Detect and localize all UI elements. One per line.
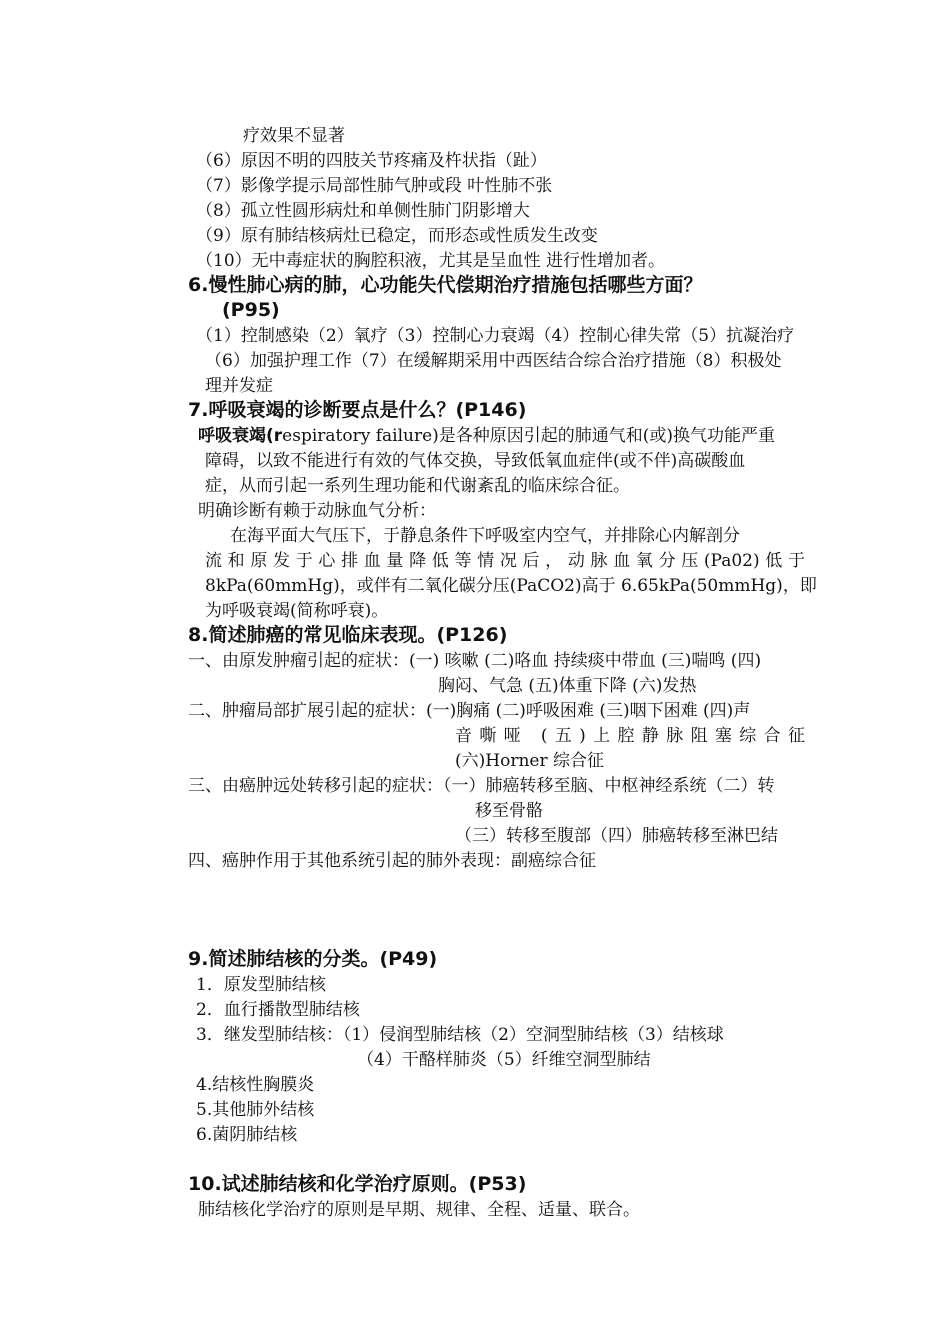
answer-line: 胸闷、气急 (五)体重下降 (六)发热 xyxy=(438,676,697,696)
term-label: 呼吸衰竭(r xyxy=(198,426,283,446)
term-definition: espiratory failure)是各种原因引起的肺通气和(或)换气功能严重 xyxy=(282,426,776,446)
question-9-title: 9.简述肺结核的分类。(P49) xyxy=(188,948,438,970)
list-item: （4）干酪样肺炎（5）纤维空洞型肺结 xyxy=(357,1050,651,1070)
answer-line: 肺结核化学治疗的原则是早期、规律、全程、适量、联合。 xyxy=(198,1200,640,1220)
list-item: 3．继发型肺结核：（1）侵润型肺结核（2）空洞型肺结核（3）结核球 xyxy=(196,1025,724,1045)
answer-line: 流和原发于心排血量降低等情况后，动脉血氧分压(Pa02)低于 xyxy=(205,551,805,571)
question-6-title: 6.慢性肺心病的肺，心功能失代偿期治疗措施包括哪些方面？ xyxy=(188,274,703,296)
answer-line: (六)Horner 综合征 xyxy=(455,751,604,771)
answer-line: 障碍，以致不能进行有效的气体交换，导致低氧血症伴(或不伴)高碳酸血 xyxy=(205,451,746,471)
list-item: 5.其他肺外结核 xyxy=(196,1100,315,1120)
list-item: （10）无中毒症状的胸腔积液，尤其是呈血性 进行性增加者。 xyxy=(196,251,666,271)
answer-line: （1）控制感染（2）氧疗（3）控制心力衰竭（4）控制心律失常（5）抗凝治疗 xyxy=(196,326,795,346)
question-8-title: 8.简述肺癌的常见临床表现。(P126) xyxy=(188,624,508,646)
answer-line: 8kPa(60mmHg)，或伴有二氧化碳分压(PaCO2)高于 6.65kPa(50mmHg)，即 xyxy=(205,576,817,596)
answer-line: 二、肿瘤局部扩展引起的症状：(一)胸痛 (二)呼吸困难 (三)咽下困难 (四)声 xyxy=(188,701,751,721)
answer-line: 症，从而引起一系列生理功能和代谢紊乱的临床综合征。 xyxy=(205,476,630,496)
list-item: 4.结核性胸膜炎 xyxy=(196,1075,315,1095)
answer-line: 移至骨骼 xyxy=(475,801,543,821)
list-item: （7）影像学提示局部性肺气肿或段 叶性肺不张 xyxy=(196,176,553,196)
answer-line: 明确诊断有赖于动脉血气分析： xyxy=(198,501,436,521)
answer-line: 为呼吸衰竭(简称呼衰)。 xyxy=(205,601,389,621)
list-item: （8）孤立性圆形病灶和单侧性肺门阴影增大 xyxy=(196,201,530,221)
list-item: 疗效果不显著 xyxy=(243,126,345,146)
answer-line: 音嘶哑 (五)上腔静脉阻塞综合征 xyxy=(455,726,805,746)
list-item: （6）原因不明的四肢关节疼痛及杵状指（趾） xyxy=(196,151,547,171)
answer-line: 理并发症 xyxy=(205,376,273,396)
question-6-ref: (P95) xyxy=(222,299,280,321)
list-item: 1．原发型肺结核 xyxy=(196,975,326,995)
question-10-title: 10.试述肺结核和化学治疗原则。(P53) xyxy=(188,1173,527,1195)
answer-line: 四、癌肿作用于其他系统引起的肺外表现：副癌综合征 xyxy=(188,851,596,871)
question-7-title: 7.呼吸衰竭的诊断要点是什么？(P146) xyxy=(188,399,527,421)
answer-line: 一、由原发肿瘤引起的症状：(一) 咳嗽 (二)咯血 持续痰中带血 (三)喘鸣 (四) xyxy=(188,651,762,671)
answer-line: （6）加强护理工作（7）在缓解期采用中西医结合综合治疗措施（8）积极处 xyxy=(205,351,782,371)
answer-line: 在海平面大气压下，于静息条件下呼吸室内空气，并排除心内解剖分 xyxy=(230,526,740,546)
answer-line xyxy=(198,424,775,449)
answer-line: （三）转移至腹部（四）肺癌转移至淋巴结 xyxy=(455,826,778,846)
list-item: 6.菌阴肺结核 xyxy=(196,1125,298,1145)
answer-line: 三、由癌肿远处转移引起的症状：（一）肺癌转移至脑、中枢神经系统（二）转 xyxy=(188,776,775,796)
list-item: 2．血行播散型肺结核 xyxy=(196,1000,360,1020)
list-item: （9）原有肺结核病灶已稳定，而形态或性质发生改变 xyxy=(196,226,598,246)
